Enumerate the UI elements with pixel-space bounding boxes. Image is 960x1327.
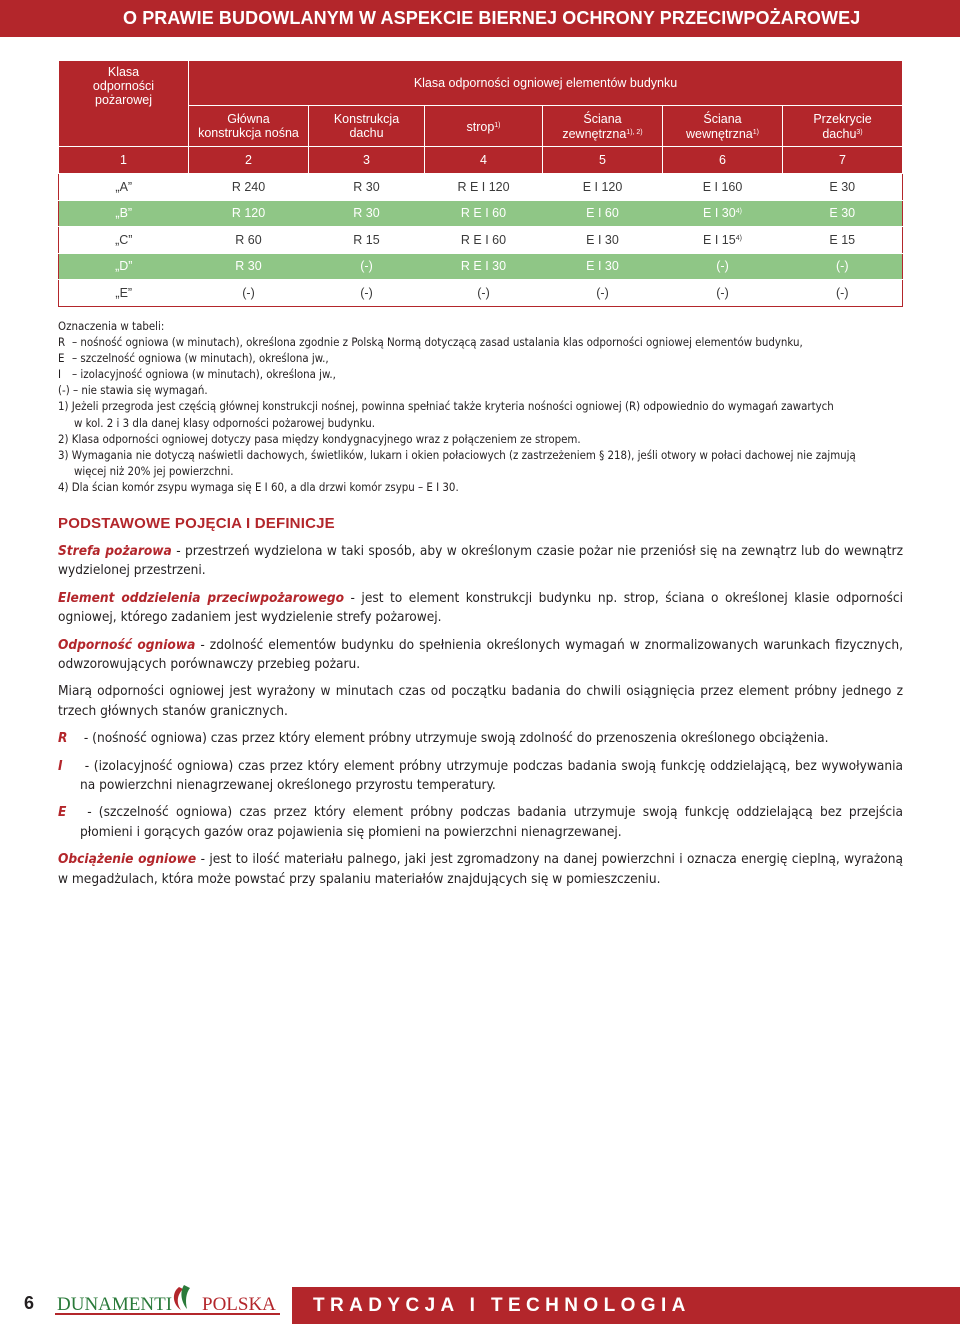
table-cell: E I 30 bbox=[543, 253, 663, 280]
svg-text:POLSKA: POLSKA bbox=[202, 1294, 276, 1315]
col-number: 3 bbox=[309, 147, 425, 174]
definition-r: R - (nośność ogniowa) czas przez który element próbny utrzymuje swoją zdolność do przenoszenia określonego obciążenia. bbox=[58, 730, 829, 747]
section-title: PODSTAWOWE POJĘCIA I DEFINICJE bbox=[58, 515, 335, 532]
col-number: 7 bbox=[783, 147, 903, 174]
table-cell: E I 15$^{4)}$ bbox=[663, 227, 783, 254]
note-r: R – nośność ogniowa (w minutach), określona zgodnie z Polską Normą dotyczącą zasad ustalania klas odporności ogniowej elementów budynku, bbox=[58, 335, 803, 350]
table-cell: E 15 bbox=[783, 227, 903, 254]
col-number: 4 bbox=[425, 147, 543, 174]
page-title: O PRAWIE BUDOWLANYM W ASPEKCIE BIERNEJ OCHRONY PRZECIWPOŻAROWEJ bbox=[123, 8, 861, 28]
table-cell: (-) bbox=[783, 280, 903, 307]
table-cell: R 60 bbox=[189, 227, 309, 254]
tagline: TRADYCJA I TECHNOLOGIA bbox=[313, 1295, 691, 1316]
col-number: 2 bbox=[189, 147, 309, 174]
note-dash: (-) – nie stawia się wymagań. bbox=[58, 383, 208, 398]
fire-resistance-table bbox=[58, 60, 903, 307]
table-notes bbox=[58, 318, 908, 495]
col-header-external-wall: Ściana zewnętrzna$^{1), 2)}$ bbox=[543, 106, 663, 147]
definition-paragraph: Miarą odporności ogniowej jest wyrażony w minutach czas od początku badania do chwili osiągnięcia przez element próbny jednego z trzech głównych stanów granicznych. bbox=[58, 683, 903, 719]
footnote-3: 3) Wymagania nie dotyczą naświetli dachowych, świetlików, lukarn i okien połaciowych (z zastrzeżeniem § 218), jeśli otwory w połaci dachowej nie zajmują bbox=[58, 447, 856, 462]
note-i: I – izolacyjność ogniowa (w minutach), określona jw., bbox=[58, 367, 336, 382]
table-cell: E I 60 bbox=[543, 200, 663, 227]
table-row bbox=[59, 200, 903, 227]
table-cell: R 30 bbox=[189, 253, 309, 280]
col-header-ceiling: strop$^{1)}$ bbox=[425, 106, 543, 147]
definition-paragraph: Obciążenie ogniowe - jest to ilość materiału palnego, jaki jest zgromadzony na danej powierzchni i oznacza energię cieplną, wyrażoną w megadżulach, która może powstać przy spalaniu materiałów znajdujących się w pomieszczeniu. bbox=[58, 851, 903, 887]
col-number: 1 bbox=[59, 147, 189, 174]
table-cell: R 120 bbox=[189, 200, 309, 227]
class-cell: „A” bbox=[59, 174, 189, 201]
col-header-internal-wall: Ściana wewnętrzna$^{1)}$ bbox=[663, 106, 783, 147]
table-cell: (-) bbox=[189, 280, 309, 307]
table-cell: E I 120 bbox=[543, 174, 663, 201]
table-row bbox=[59, 253, 903, 280]
class-cell: „B” bbox=[59, 200, 189, 227]
table-cell: (-) bbox=[783, 253, 903, 280]
group-header: Klasa odporności ogniowej elementów budynku bbox=[189, 61, 903, 106]
footnote-1-cont: w kol. 2 i 3 dla danej klasy odporności pożarowej budynku. bbox=[74, 415, 375, 430]
table-cell: (-) bbox=[663, 280, 783, 307]
footnote-4: 4) Dla ścian komór zsypu wymaga się E I 60, a dla drzwi komór zsypu – E I 30. bbox=[58, 479, 459, 494]
table-cell: R E I 60 bbox=[425, 200, 543, 227]
table-cell: R E I 30 bbox=[425, 253, 543, 280]
table-cell: R 240 bbox=[189, 174, 309, 201]
definition-paragraph: Odporność ogniowa - zdolność elementów budynku do spełnienia określonych wymagań w znormalizowanych warunkach fizycznych, odwzorowujących porównawczy przebieg pożaru. bbox=[58, 636, 903, 673]
class-cell: „E” bbox=[59, 280, 189, 307]
col-header-roof-covering: Przekrycie dachu$^{3)}$ bbox=[783, 106, 903, 147]
table-cell: E 30 bbox=[783, 200, 903, 227]
table-cell: E I 30 bbox=[543, 227, 663, 254]
definition-i: I - (izolacyjność ogniowa) czas przez który element próbny utrzymuje podczas badania swoją funkcję oddzielającą, bez wywoływania na powierzchni nienagrzewanej określonego przyrostu temperatury. bbox=[58, 757, 903, 794]
dunamenti-polska-logo bbox=[55, 1283, 280, 1323]
table-cell: R E I 120 bbox=[425, 174, 543, 201]
class-cell: „C” bbox=[59, 227, 189, 254]
table-cell: E I 160 bbox=[663, 174, 783, 201]
table-cell: (-) bbox=[543, 280, 663, 307]
header-bar bbox=[0, 0, 960, 37]
note-e: E – szczelność ogniowa (w minutach), określona jw., bbox=[58, 351, 329, 366]
page-footer bbox=[0, 1283, 960, 1327]
definition-e: E - (szczelność ogniowa) czas przez który element próbny podczas badania utrzymuje swoją funkcję oddzielającą bez przejścia płomieni i gorących gazów oraz pojawienia się płomieni na powierzchni nienagrzewanej. bbox=[58, 804, 903, 840]
definition-paragraph: Strefa pożarowa - przestrzeń wydzielona w taki sposób, aby w określonym czasie pożar nie przeniósł się na zewnątrz lub do wewnątrz wydzielonej przestrzeni. bbox=[58, 543, 903, 579]
table-cell: R 30 bbox=[309, 200, 425, 227]
table-cell: R E I 60 bbox=[425, 227, 543, 254]
col-number: 6 bbox=[663, 147, 783, 174]
footnote-2: 2) Klasa odporności ogniowej dotyczy pasa między kondygnacyjnego wraz z połączeniem ze stropem. bbox=[58, 431, 581, 446]
table-cell: E 30 bbox=[783, 174, 903, 201]
col-number: 5 bbox=[543, 147, 663, 174]
table-row bbox=[59, 280, 903, 307]
corner-header: Klasa odporności pożarowej bbox=[59, 61, 189, 147]
definition-paragraph: Element oddzielenia przeciwpożarowego - jest to element konstrukcji budynku np. strop, ściana o określonej klasie odporności ogniowej, którego zadaniem jest wydzielenie strefy pożarowej. bbox=[58, 589, 904, 626]
col-header-main-structure: Główna konstrukcja nośna bbox=[189, 106, 309, 147]
definitions bbox=[58, 542, 903, 897]
class-cell: „D” bbox=[59, 253, 189, 280]
table-cell: (-) bbox=[425, 280, 543, 307]
table-row bbox=[59, 174, 903, 201]
table-cell: E I 30$^{4)}$ bbox=[663, 200, 783, 227]
table-cell: (-) bbox=[663, 253, 783, 280]
footnote-1: 1) Jeżeli przegroda jest częścią głównej konstrukcji nośnej, powinna spełniać także kryteria nośności ogniowej (R) odpowiednio do wymagań zawartych bbox=[58, 399, 834, 414]
table-cell: (-) bbox=[309, 253, 425, 280]
table-cell: (-) bbox=[309, 280, 425, 307]
table-cell: R 30 bbox=[309, 174, 425, 201]
footnote-3-cont: więcej niż 20% jej powierzchni. bbox=[74, 463, 234, 478]
page-number: 6 bbox=[24, 1293, 35, 1313]
svg-text:DUNAMENTI: DUNAMENTI bbox=[57, 1294, 173, 1315]
col-header-roof-structure: Konstrukcja dachu bbox=[309, 106, 425, 147]
table-row bbox=[59, 227, 903, 254]
table-cell: R 15 bbox=[309, 227, 425, 254]
notes-heading: Oznaczenia w tabeli: bbox=[58, 319, 165, 333]
